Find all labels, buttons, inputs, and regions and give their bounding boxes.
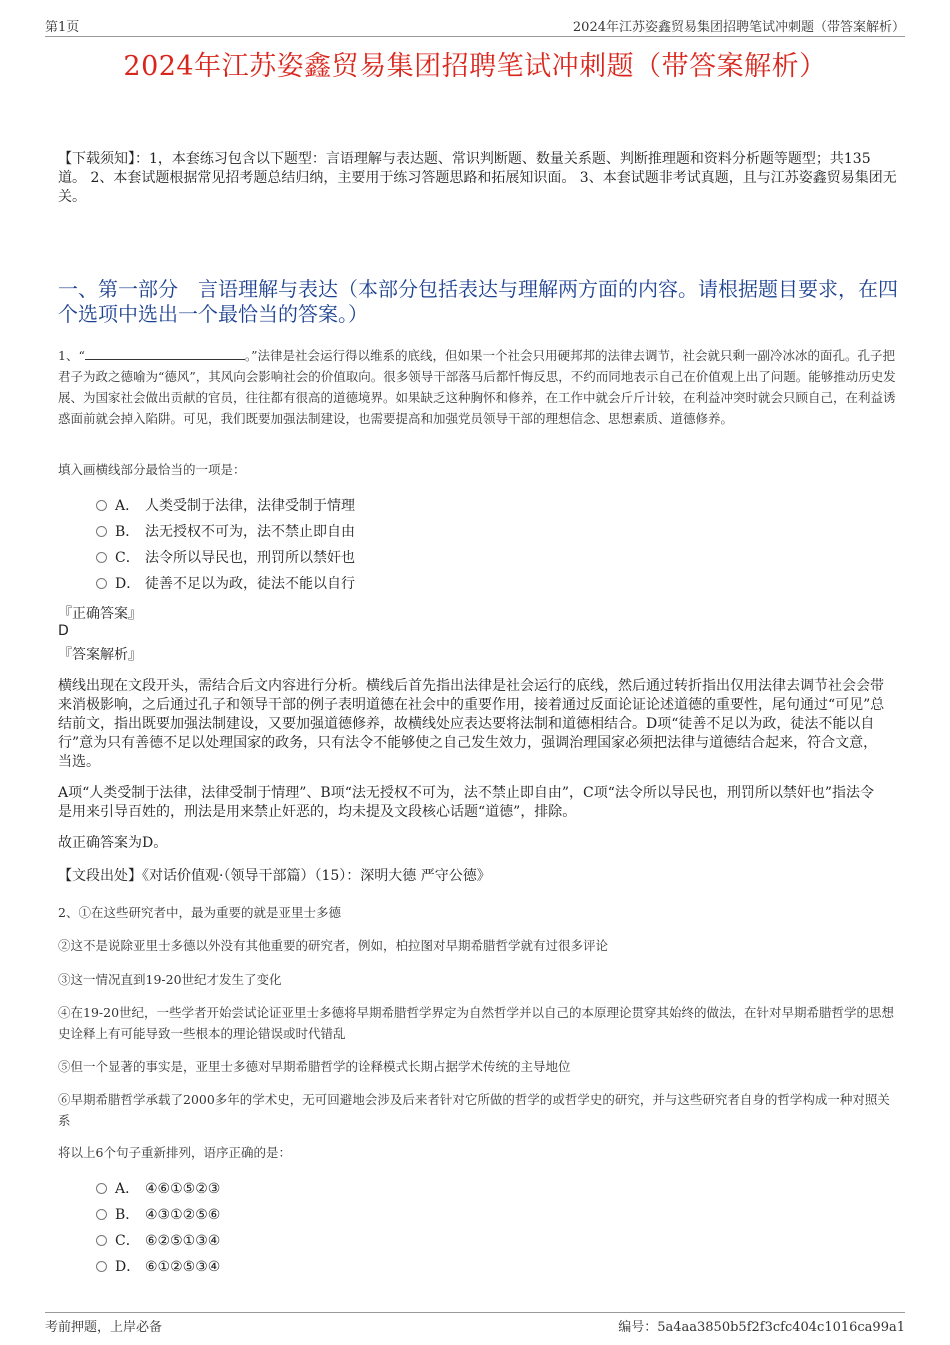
q1-option-b[interactable]: B． 法无授权不可为，法不禁止即自由 — [96, 522, 355, 542]
analysis-paragraph-3: 故正确答案为D。 — [58, 835, 168, 851]
analysis-paragraph-2: A项“人类受制于法律，法律受制于情理”、B项“法无授权不可为，法不禁止即自由”，C项“法令所以导民也，刑罚所以禁奸也”指法令是用来引导百姓的，刑法是用来禁止奸恶的，均未提及文段核心话题“道德”，排除。 — [58, 785, 875, 820]
page-header — [45, 14, 905, 37]
question-2-sentence-5: ⑤但一个显著的事实是，亚里士多德对早期希腊哲学的诠释模式长期占据学术传统的主导地位 — [58, 1059, 571, 1074]
page-footer — [45, 1312, 905, 1335]
question-1-number: 1、“ — [58, 348, 85, 363]
question-2-sentence-3: ③这一情况直到19-20世纪才发生了变化 — [58, 972, 282, 987]
analysis-label: 『答案解析』 — [58, 647, 142, 663]
source-citation: 【文段出处】《对话价值观·（领导干部篇）（15）：深明大德 严守公德》 — [58, 868, 491, 884]
document-id: 编号：5a4aa3850b5f2f3cfc404c1016ca99a1 — [618, 1320, 905, 1335]
answer-value: D — [58, 623, 69, 639]
question-2-sentence-1: 2、①在这些研究者中，最为重要的就是亚里士多德 — [58, 905, 341, 920]
radio-icon[interactable] — [96, 1209, 107, 1220]
question-2-sentence-4: ④在19-20世纪，一些学者开始尝试论证亚里士多德将早期希腊哲学界定为自然哲学并以自己的本原理论贯穿其始终的做法，在针对早期希腊哲学的思想史诠释上有可能导致一些根本的理论错误或时代错乱 — [58, 1005, 895, 1041]
question-1-prompt: 填入画横线部分最恰当的一项是： — [58, 462, 246, 477]
radio-icon[interactable] — [96, 1261, 107, 1272]
q1-option-a[interactable]: A． 人类受制于法律，法律受制于情理 — [96, 496, 355, 516]
page-number: 第1页 — [45, 20, 80, 35]
question-2-prompt: 将以上6个句子重新排列，语序正确的是： — [58, 1145, 291, 1160]
radio-icon[interactable] — [96, 526, 107, 537]
radio-icon[interactable] — [96, 500, 107, 511]
section-heading: 一、第一部分 言语理解与表达（本部分包括表达与理解两方面的内容。请根据题目要求，在四个选项中选出一个最恰当的答案。） — [58, 277, 898, 326]
radio-icon[interactable] — [96, 552, 107, 563]
q1-option-d[interactable]: D． 徒善不足以为政，徒法不能以自行 — [96, 574, 355, 594]
radio-icon[interactable] — [96, 1183, 107, 1194]
fill-blank — [85, 345, 245, 360]
question-1-body: 。”法律是社会运行得以维系的底线，但如果一个社会只用硬邦邦的法律去调节，社会就只剩一副冷冰冰的面孔。孔子把君子为政之德喻为“德风”，其风向会影响社会的价值取向。很多领导干部落马后都忏悔反思，不约而同地表示自己在价值观上出了问题。能够推动历史发展、为国家社会做出贡献的官员，往往都有很高的道德境界。如果缺乏这种胸怀和修养，在工作中就会斤斤计较，在利益冲突时就会只顾自己，在利益诱惑面前就会掉入陷阱。可见，我们既要加强法制建设，也需要提高和加强党员领导干部的理想信念、思想素质、道德修养。 — [58, 348, 896, 426]
download-notice: 【下载须知】：1，本套练习包含以下题型：言语理解与表达题、常识判断题、数量关系题、判断推理题和资料分析题等题型；共135道。 2、本套试题根据常见招考题总结归纳，主要用于练习答题思路和拓展知识面。 3、本套试题非考试真题，且与江苏姿鑫贸易集团无关。 — [58, 151, 897, 205]
footer-slogan: 考前押题，上岸必备 — [45, 1320, 163, 1335]
header-doc-title: 2024年江苏姿鑫贸易集团招聘笔试冲刺题（带答案解析） — [572, 20, 905, 35]
q2-option-b[interactable]: B． ④③①②⑤⑥ — [96, 1205, 220, 1225]
radio-icon[interactable] — [96, 578, 107, 589]
question-1-text — [58, 345, 898, 429]
radio-icon[interactable] — [96, 1235, 107, 1246]
analysis-paragraph-1: 横线出现在文段开头，需结合后文内容进行分析。横线后首先指出法律是社会运行的底线，然后通过转折指出仅用法律去调节社会会带来消极影响，之后通过孔子和领导干部的例子表明道德在社会中的重要作用，接着通过反面论证论述道德的重要性，尾句通过“可见”总结前文，指出既要加强法制建设，又要加强道德修养，故横线处应表达要将法制和道德相结合。D项“徒善不足以为政，徒法不能以自行”意为只有善德不足以处理国家的政务，只有法令不能够使之自己发生效力，强调治理国家必须把法律与道德结合起来，符合文意，当选。 — [58, 678, 885, 770]
q2-option-c[interactable]: C． ⑥②⑤①③④ — [96, 1231, 220, 1251]
q2-option-d[interactable]: D． ⑥①②⑤③④ — [96, 1257, 220, 1277]
page-title: 2024年江苏姿鑫贸易集团招聘笔试冲刺题（带答案解析） — [123, 51, 827, 82]
q2-option-a[interactable]: A． ④⑥①⑤②③ — [96, 1179, 220, 1199]
question-2-sentence-6: ⑥早期希腊哲学承载了2000多年的学术史，无可回避地会涉及后来者针对它所做的哲学的或哲学史的研究，并与这些研究者自身的哲学构成一种对照关系 — [58, 1092, 890, 1128]
answer-label: 『正确答案』 — [58, 606, 142, 622]
question-2-sentence-2: ②这不是说除亚里士多德以外没有其他重要的研究者，例如，柏拉图对早期希腊哲学就有过很多评论 — [58, 938, 609, 953]
q1-option-c[interactable]: C． 法令所以导民也，刑罚所以禁奸也 — [96, 548, 355, 568]
